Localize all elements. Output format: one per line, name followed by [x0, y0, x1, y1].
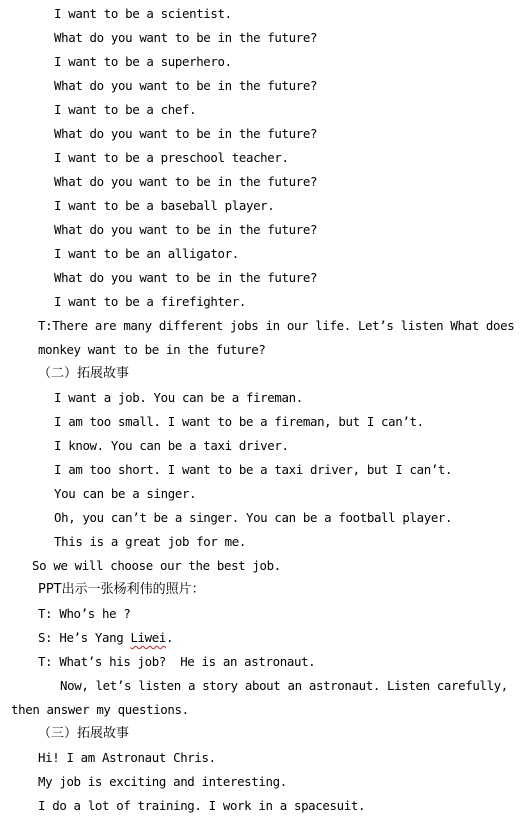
dialogue-line: What do you want to be in the future?: [54, 30, 318, 45]
ppt-instruction: PPT出示一张杨利伟的照片：: [38, 582, 205, 597]
story-line: I know. You can be a taxi driver.: [54, 438, 289, 453]
dialogue-line: I want to be a baseball player.: [54, 198, 275, 213]
dialogue-line: What do you want to be in the future?: [54, 78, 318, 93]
student-answer-period: .: [166, 630, 174, 645]
dialogue-line: What do you want to be in the future?: [54, 126, 318, 141]
dialogue-line: I want to be a preschool teacher.: [54, 150, 289, 165]
teacher-question: T: What’s his job? He is an astronaut.: [38, 654, 316, 669]
student-answer: [38, 626, 173, 650]
story-line: My job is exciting and interesting.: [38, 774, 287, 789]
teacher-line-continued: monkey want to be in the future?: [38, 342, 266, 357]
dialogue-line: What do you want to be in the future?: [54, 174, 318, 189]
spellcheck-word: Liwei: [130, 630, 166, 645]
story-line: You can be a singer.: [54, 486, 197, 501]
teacher-instruction-continued: then answer my questions.: [11, 702, 189, 717]
dialogue-line: What do you want to be in the future?: [54, 270, 318, 285]
story-line: This is a great job for me.: [54, 534, 246, 549]
teacher-question: T: Who’s he ?: [38, 606, 131, 621]
dialogue-line: I want to be an alligator.: [54, 246, 239, 261]
section-heading: （二）拓展故事: [38, 366, 130, 381]
dialogue-line: I want to be a chef.: [54, 102, 197, 117]
story-line: I am too short. I want to be a taxi driver, but I can’t.: [54, 462, 453, 477]
story-line: Hi! I am Astronaut Chris.: [38, 750, 216, 765]
story-line: Oh, you can’t be a singer. You can be a football player.: [54, 510, 453, 525]
dialogue-line: I want to be a superhero.: [54, 54, 232, 69]
summary-line: So we will choose our the best job.: [32, 558, 281, 573]
teacher-instruction: Now, let’s listen a story about an astronaut. Listen carefully,: [60, 678, 508, 693]
story-line: I am too small. I want to be a fireman, but I can’t.: [54, 414, 424, 429]
teacher-line: T:There are many different jobs in our life. Let’s listen What does: [38, 318, 515, 333]
dialogue-line: What do you want to be in the future?: [54, 222, 318, 237]
section-heading: （三）拓展故事: [38, 726, 130, 741]
student-answer-text: S: He’s Yang: [38, 630, 131, 645]
story-line: I want a job. You can be a fireman.: [54, 390, 303, 405]
story-line: I do a lot of training. I work in a spacesuit.: [38, 798, 366, 813]
dialogue-line: I want to be a scientist.: [54, 6, 232, 21]
dialogue-line: I want to be a firefighter.: [54, 294, 246, 309]
